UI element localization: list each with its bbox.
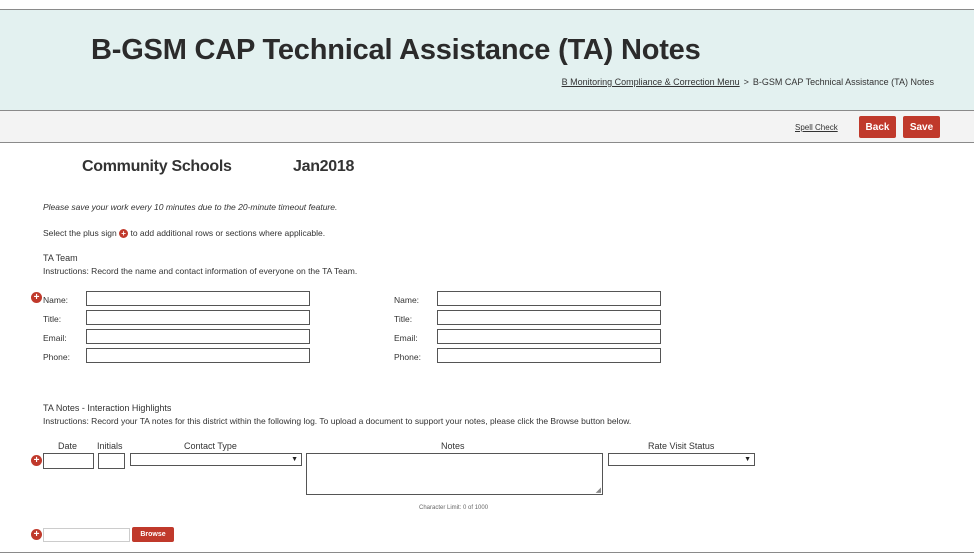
bottom-divider <box>0 552 974 553</box>
spell-check-link[interactable]: Spell Check <box>795 123 838 132</box>
col-date-header: Date <box>58 441 78 451</box>
member1-phone-label: Phone: <box>43 352 70 362</box>
toolbar <box>0 110 974 143</box>
page-title: B-GSM CAP Technical Assistance (TA) Notes <box>91 34 701 66</box>
ta-notes-instructions: Instructions: Record your TA notes for this district within the following log. To upload a document to support your notes, please click the Browse button below. <box>43 416 632 426</box>
plus-instruction <box>43 228 325 238</box>
resize-grip-icon[interactable]: ◢ <box>595 487 601 494</box>
chevron-down-icon: ▼ <box>291 456 298 463</box>
period-label: Jan2018 <box>293 158 355 175</box>
add-upload-plus-icon[interactable]: + <box>31 529 42 540</box>
member1-title-label: Title: <box>43 314 62 324</box>
plus-instruction-before: Select the plus sign <box>43 228 117 238</box>
member2-name-label: Name: <box>394 295 420 305</box>
district-name: Community Schools <box>82 158 232 175</box>
member2-phone-label: Phone: <box>394 352 421 362</box>
notes-textarea[interactable] <box>306 453 603 495</box>
breadcrumb-separator: > <box>743 77 749 87</box>
chevron-down-icon: ▼ <box>744 456 751 463</box>
member1-name-input[interactable] <box>86 291 310 306</box>
ta-team-instructions: Instructions: Record the name and contact information of everyone on the TA Team. <box>43 266 358 276</box>
breadcrumb-current: B-GSM CAP Technical Assistance (TA) Notes <box>752 77 934 87</box>
browse-button[interactable]: Browse <box>132 527 174 542</box>
ta-notes-heading: TA Notes - Interaction Highlights <box>43 403 172 413</box>
member2-title-input[interactable] <box>437 310 661 325</box>
plus-icon: + <box>119 229 128 238</box>
character-limit: Character Limit: 0 of 1000 <box>419 505 489 511</box>
rate-visit-status-select[interactable] <box>608 453 755 466</box>
member2-email-label: Email: <box>394 333 418 343</box>
save-reminder: Please save your work every 10 minutes due to the 20-minute timeout feature. <box>43 202 338 212</box>
breadcrumb-link-monitoring-menu[interactable]: B Monitoring Compliance & Correction Menu <box>561 77 740 87</box>
page-header <box>0 10 974 110</box>
add-team-member-plus-icon[interactable]: + <box>31 292 42 303</box>
add-note-row-plus-icon[interactable]: + <box>31 455 42 466</box>
col-initials-header: Initials <box>97 441 123 451</box>
back-button[interactable]: Back <box>859 116 896 138</box>
member2-email-input[interactable] <box>437 329 661 344</box>
contact-type-select[interactable] <box>130 453 302 466</box>
member1-email-input[interactable] <box>86 329 310 344</box>
file-upload-input[interactable] <box>43 528 130 542</box>
note-date-input[interactable] <box>43 453 94 469</box>
plus-instruction-after: to add additional rows or sections where applicable. <box>130 228 326 238</box>
breadcrumb <box>562 77 934 87</box>
ta-team-heading: TA Team <box>43 253 78 263</box>
note-initials-input[interactable] <box>98 453 125 469</box>
member1-email-label: Email: <box>43 333 67 343</box>
member1-name-label: Name: <box>43 295 69 305</box>
member2-title-label: Title: <box>394 314 413 324</box>
col-contact-type-header: Contact Type <box>184 441 237 451</box>
member1-phone-input[interactable] <box>86 348 310 363</box>
col-rate-visit-status-header: Rate Visit Status <box>648 441 715 451</box>
member2-name-input[interactable] <box>437 291 661 306</box>
col-notes-header: Notes <box>441 441 465 451</box>
save-button[interactable]: Save <box>903 116 940 138</box>
member1-title-input[interactable] <box>86 310 310 325</box>
member2-phone-input[interactable] <box>437 348 661 363</box>
